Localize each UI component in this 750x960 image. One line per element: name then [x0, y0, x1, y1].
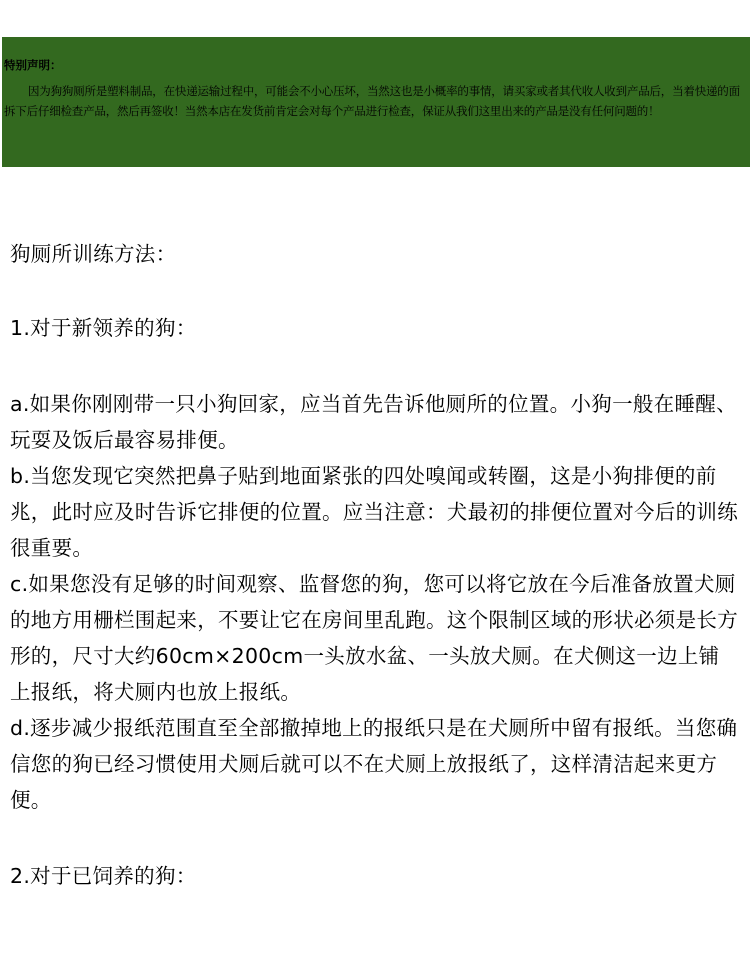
section-2-title: 2.对于已饲养的狗：	[10, 864, 197, 888]
article-heading: 狗厕所训练方法：	[10, 242, 177, 266]
special-notice-banner	[2, 37, 750, 167]
section-1-title: 1.对于新领养的狗：	[10, 316, 197, 340]
item-c: c.如果您没有足够的时间观察、监督您的狗，您可以将它放在今后准备放置犬厕的地方用栅栏围起来，不要让它在房间里乱跑。这个限制区域的形状必须是长方形的，尺寸大约60cm×200cm一头放水盆、一头放犬厕。在犬侧这一边上铺上报纸，将犬厕内也放上报纸。	[10, 572, 738, 704]
item-b: b.当您发现它突然把鼻子贴到地面紧张的四处嗅闻或转圈，这是小狗排便的前兆，此时应及时告诉它排便的位置。应当注意：犬最初的排便位置对今后的训练很重要。	[10, 464, 738, 560]
notice-title: 特别声明：	[4, 58, 62, 72]
item-d: d.逐步减少报纸范围直至全部撤掉地上的报纸只是在犬厕所中留有报纸。当您确信您的狗已经习惯使用犬厕后就可以不在犬厕上放报纸了，这样清洁起来更方便。	[10, 716, 738, 812]
notice-body: 因为狗狗厕所是塑料制品，在快递运输过程中，可能会不小心压坏，当然这也是小概率的事情，请买家或者其代收人收到产品后，当着快递的面拆下后仔细检查产品，然后再签收！当然本店在发货前肯定会对每个产品进行检查，保证从我们这里出来的产品是没有任何问题的！	[4, 84, 740, 118]
training-article	[10, 236, 738, 894]
item-a: a.如果你刚刚带一只小狗回家，应当首先告诉他厕所的位置。小狗一般在睡醒、玩耍及饭后最容易排便。	[10, 392, 737, 452]
